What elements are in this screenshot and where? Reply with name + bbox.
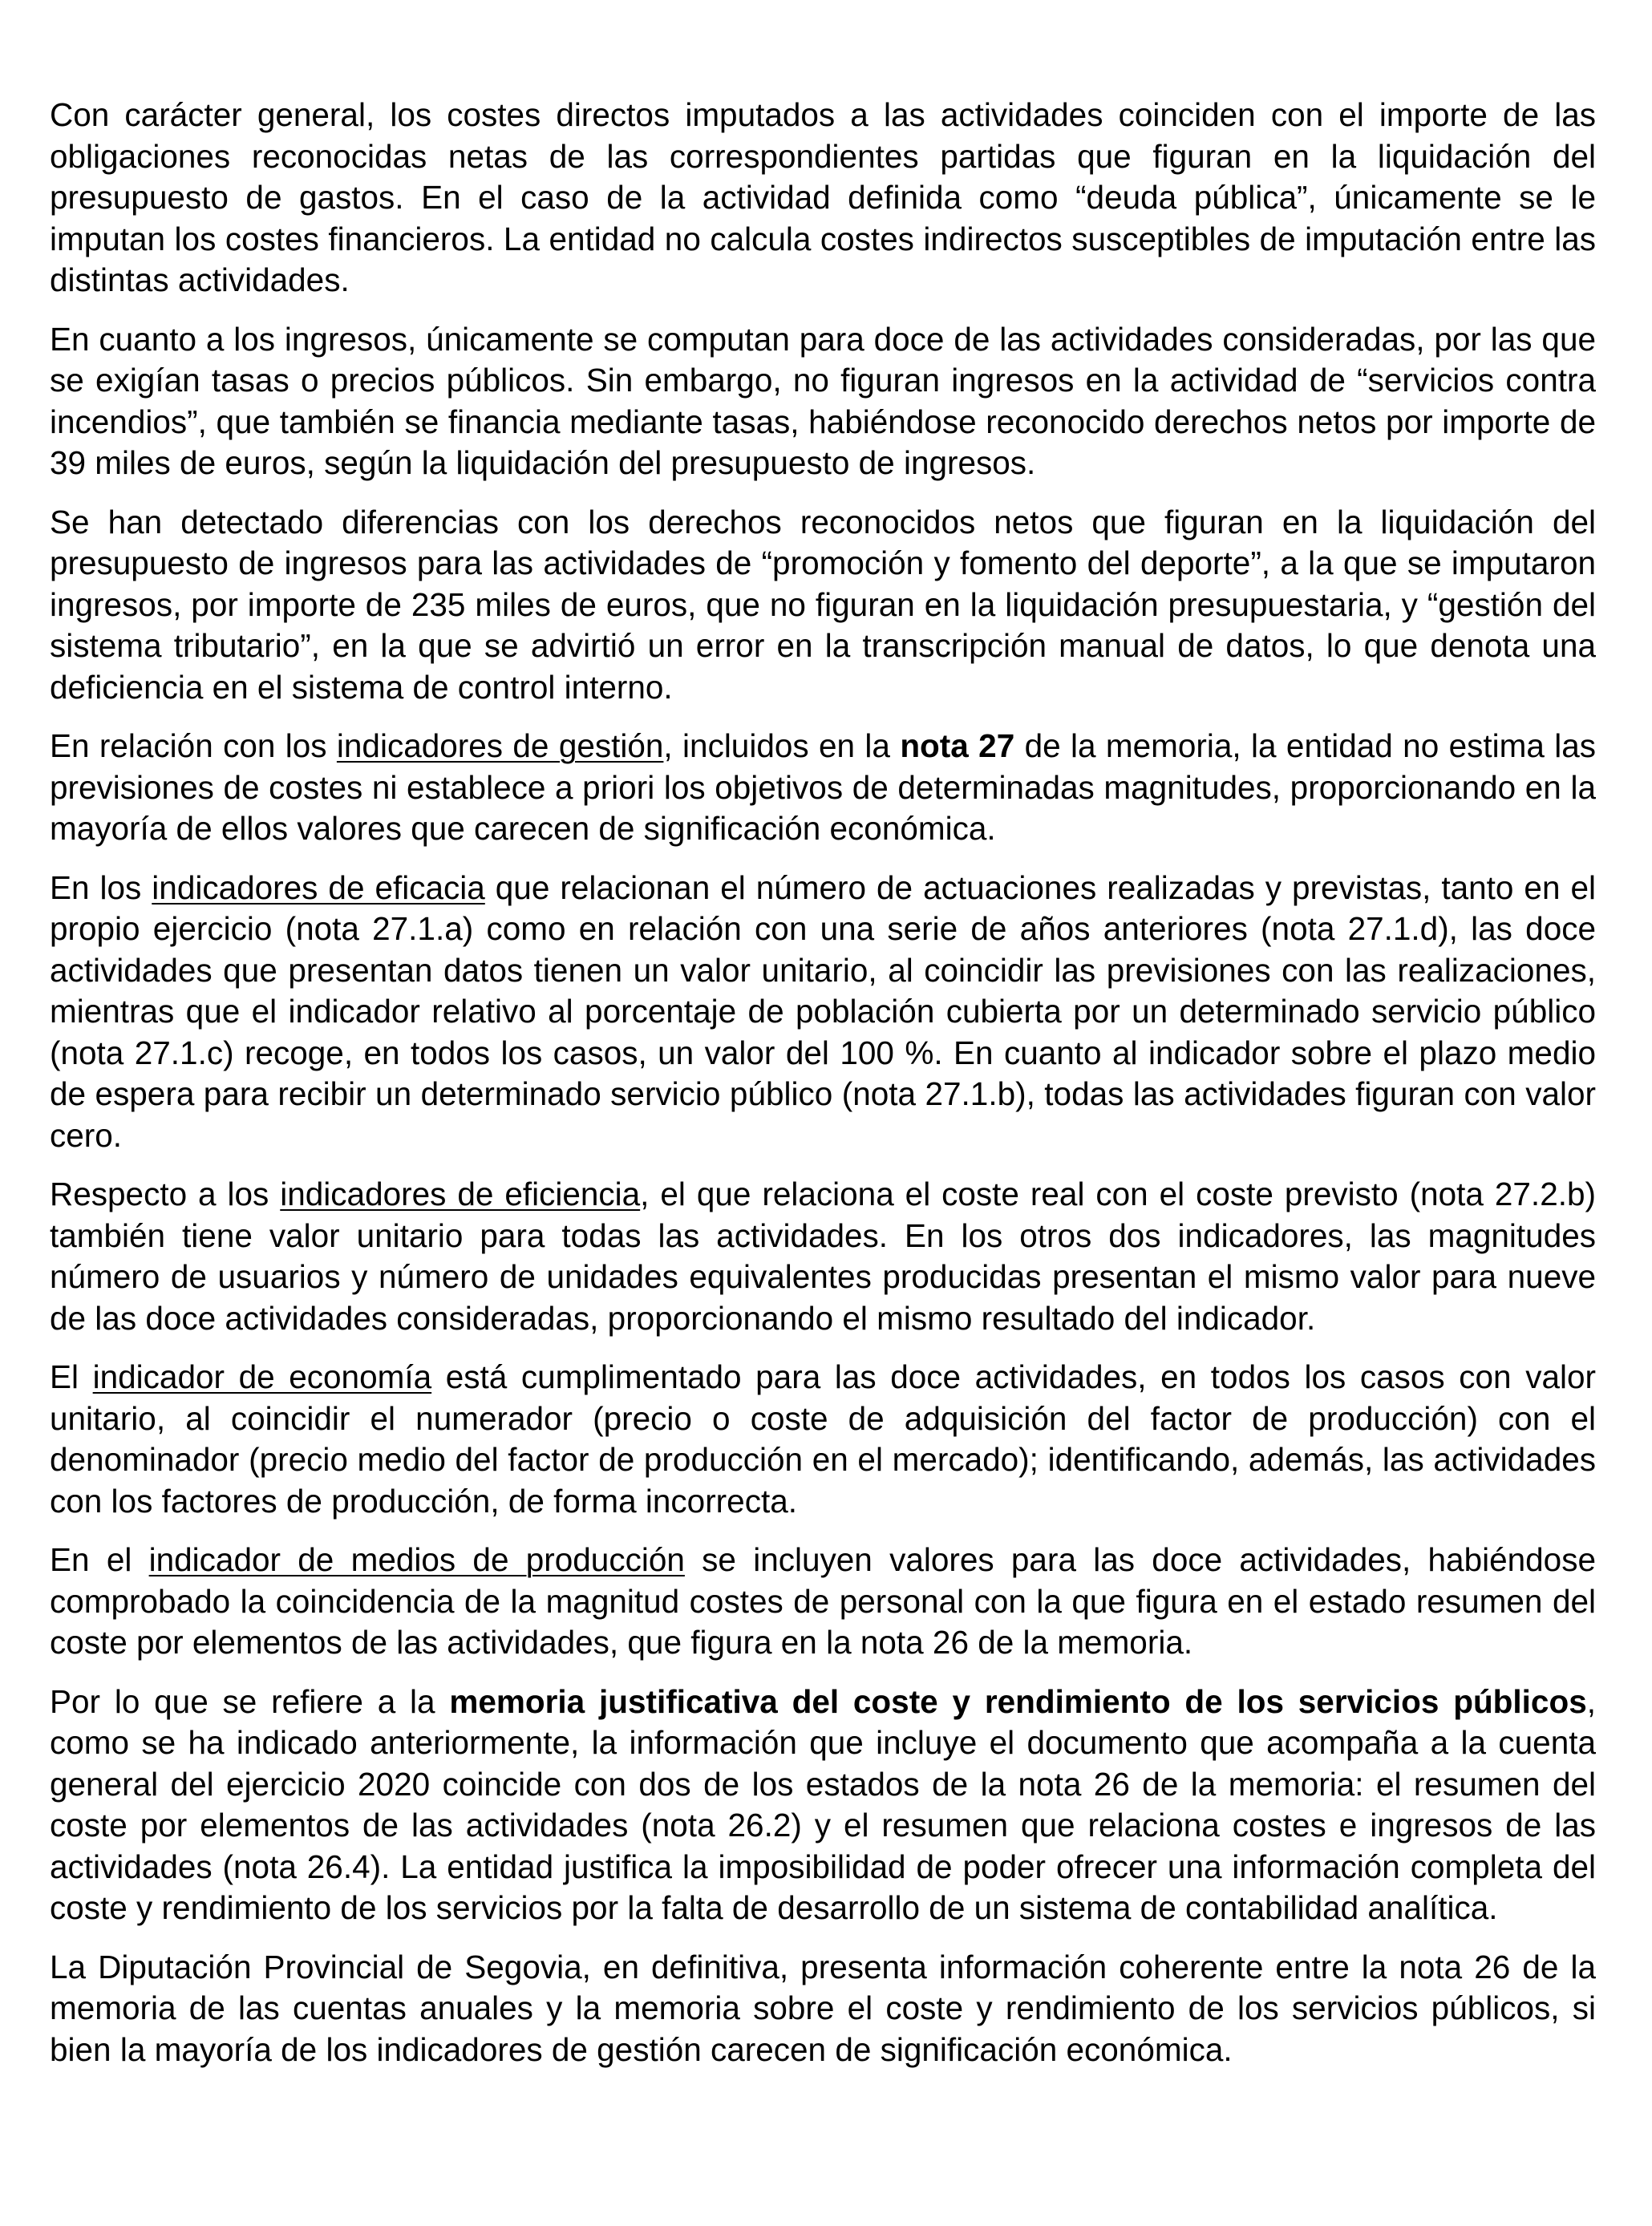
underlined-term: indicador de medios de producción bbox=[148, 1541, 685, 1578]
paragraph-indicadores-gestion bbox=[50, 726, 1596, 850]
paragraph-diferencias-derechos: Se han detectado diferencias con los derechos reconocidos netos que figuran en la liquidación del presupuesto de ingresos para las actividades de “promoción y fomento del deporte”, a la que se imputaron ingresos, por importe de 235 miles de euros, que no figuran en la liquidación presupuestaria, y “gestión del sistema tributario”, en la que se advirtió un error en la transcripción manual de datos, lo que denota una deficiencia en el sistema de control interno. bbox=[50, 503, 1596, 706]
text-segment: Por lo que se refiere a la bbox=[50, 1682, 450, 1720]
paragraph-medios-produccion bbox=[50, 1540, 1596, 1664]
underlined-term: indicadores de eficiencia bbox=[280, 1176, 641, 1212]
underlined-term: indicadores de gestión bbox=[336, 727, 664, 764]
text-segment: , el que relaciona el coste real con el coste previsto (nota 27.2.b) también tiene valor unitario para todas las actividades. En los otros dos indicadores, las magnitudes número de usuarios y número de unidades equivalentes producidas presentan el mismo valor para nueve de las doce actividades consideradas, proporcionando el mismo resultado del indicador. bbox=[50, 1176, 1596, 1337]
paragraph-indicadores-eficiencia bbox=[50, 1174, 1596, 1339]
text-segment: , como se ha indicado anteriormente, la información que incluye el documento que acompaña a la cuenta general del ejercicio 2020 coincide con dos de los estados de la nota 26 de la memoria: el resumen del coste por elementos de las actividades (nota 26.2) y el resumen que relaciona costes e ingresos de las actividades (nota 26.4). La entidad justifica la imposibilidad de poder ofrecer una información completa del coste y rendimiento de los servicios por la falta de desarrollo de un sistema de contabilidad analítica. bbox=[50, 1682, 1596, 1926]
paragraph-conclusion: La Diputación Provincial de Segovia, en definitiva, presenta información coherente entre la nota 26 de la memoria de las cuentas anuales y la memoria sobre el coste y rendimiento de los servicios públicos, si bien la mayoría de los indicadores de gestión carecen de significación económica. bbox=[50, 1948, 1596, 2068]
text-segment: En el bbox=[50, 1541, 149, 1578]
paragraph-costes-directos: Con carácter general, los costes directos imputados a las actividades coinciden con el importe de las obligaciones reconocidas netas de las correspondientes partidas que figuran en la liquidación del presupuesto de gastos. En el caso de la actividad definida como “deuda pública”, únicamente se le imputan los costes financieros. La entidad no calcula costes indirectos susceptibles de imputación entre las distintas actividades. bbox=[50, 96, 1596, 298]
text-segment: se incluyen valores para las doce actividades, habiéndose comprobado la coincidencia de la magnitud costes de personal con la que figura en el estado resumen del coste por elementos de las actividades, que figura en la nota 26 de la memoria. bbox=[50, 1541, 1596, 1661]
bold-term: memoria justificativa del coste y rendimiento de los servicios públicos bbox=[449, 1682, 1587, 1720]
document-page bbox=[50, 95, 1596, 2088]
text-segment: En relación con los bbox=[50, 727, 337, 764]
paragraph-indicadores-eficacia bbox=[50, 868, 1596, 1157]
underlined-term: indicador de economía bbox=[92, 1358, 432, 1395]
text-segment: En los bbox=[50, 868, 152, 906]
text-segment: El bbox=[50, 1358, 93, 1395]
paragraph-memoria-justificativa bbox=[50, 1682, 1596, 1929]
paragraph-indicador-economia bbox=[50, 1357, 1596, 1522]
paragraph-ingresos: En cuanto a los ingresos, únicamente se computan para doce de las actividades consideradas, por las que se exigían tasas o precios públicos. Sin embargo, no figuran ingresos en la actividad de “servicios contra incendios”, que también se financia mediante tasas, habiéndose reconocido derechos netos por importe de 39 miles de euros, según la liquidación del presupuesto de ingresos. bbox=[50, 320, 1596, 481]
underlined-term: indicadores de eficacia bbox=[152, 868, 485, 906]
text-segment: , incluidos en la bbox=[663, 727, 901, 764]
text-segment: de la memoria, la entidad no estima las previsiones de costes ni establece a priori los objetivos de determinadas magnitudes, proporcionando en la mayoría de ellos valores que carecen de significación económica. bbox=[50, 727, 1597, 847]
text-segment: Respecto a los bbox=[50, 1176, 281, 1212]
bold-term: nota 27 bbox=[900, 727, 1015, 764]
text-segment: que relacionan el número de actuaciones realizadas y previstas, tanto en el propio ejercicio (nota 27.1.a) como en relación con una serie de años anteriores (nota 27.1.d), las doce actividades que presentan datos tienen un valor unitario, al coincidir las previsiones con las realizaciones, mientras que el indicador relativo al porcentaje de población cubierta por un determinado servicio público (nota 27.1.c) recoge, en todos los casos, un valor del 100 %. En cuanto al indicador sobre el plazo medio de espera para recibir un determinado servicio público (nota 27.1.b), todas las actividades figuran con valor cero. bbox=[50, 868, 1596, 1154]
text-segment: está cumplimentado para las doce actividades, en todos los casos con valor unitario, al coincidir el numerador (precio o coste de adquisición del factor de producción) con el denominador (precio medio del factor de producción en el mercado); identificando, además, las actividades con los factores de producción, de forma incorrecta. bbox=[50, 1358, 1596, 1520]
